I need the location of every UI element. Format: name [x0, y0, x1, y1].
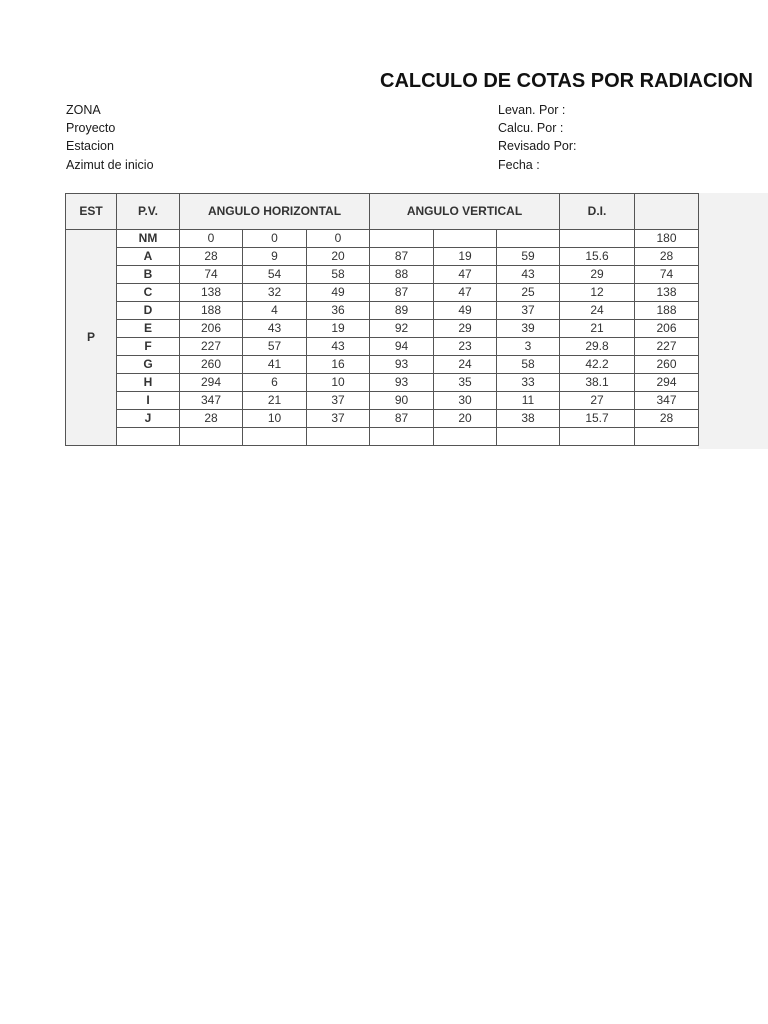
cell-h-deg: 294 — [180, 374, 243, 392]
cell-v-min: 20 — [434, 410, 497, 428]
col-header-pv: P.V. — [117, 194, 180, 230]
cell-v-min: 49 — [434, 302, 497, 320]
col-header-di: D.I. — [560, 194, 635, 230]
table-row — [66, 428, 699, 446]
table-row — [66, 392, 699, 410]
cell-h-deg: 347 — [180, 392, 243, 410]
cell-v-deg — [370, 428, 434, 446]
cell-di: 15.6 — [560, 248, 635, 266]
table-row — [66, 284, 699, 302]
pv-cell: I — [117, 392, 180, 410]
cell-h-sec: 49 — [307, 284, 370, 302]
cell-v-min: 35 — [434, 374, 497, 392]
cell-v-deg: 89 — [370, 302, 434, 320]
cell-h-min: 9 — [243, 248, 307, 266]
cell-h-sec: 19 — [307, 320, 370, 338]
pv-cell: H — [117, 374, 180, 392]
cell-h-sec: 43 — [307, 338, 370, 356]
cell-h-sec: 0 — [307, 230, 370, 248]
cell-v-deg: 88 — [370, 266, 434, 284]
cell-v-deg — [370, 230, 434, 248]
cell-v-sec: 59 — [497, 248, 560, 266]
pv-cell: B — [117, 266, 180, 284]
pv-cell: A — [117, 248, 180, 266]
cell-v-min: 47 — [434, 284, 497, 302]
pv-cell: E — [117, 320, 180, 338]
cell-v-sec: 38 — [497, 410, 560, 428]
cell-h-sec: 37 — [307, 392, 370, 410]
table-row — [66, 338, 699, 356]
cell-di — [560, 428, 635, 446]
cell-di: 27 — [560, 392, 635, 410]
col-header-last — [635, 194, 699, 230]
table-row — [66, 266, 699, 284]
col-header-angulo-vertical: ANGULO VERTICAL — [370, 194, 560, 230]
cell-h-sec: 36 — [307, 302, 370, 320]
cell-di — [560, 230, 635, 248]
cell-h-deg — [180, 428, 243, 446]
cell-h-deg: 227 — [180, 338, 243, 356]
cell-v-min: 30 — [434, 392, 497, 410]
cell-di: 29.8 — [560, 338, 635, 356]
station-cell: P — [66, 230, 117, 446]
cell-v-min: 29 — [434, 320, 497, 338]
estacion-label: Estacion — [66, 139, 114, 153]
cell-v-min — [434, 428, 497, 446]
cell-h-min: 57 — [243, 338, 307, 356]
cell-v-deg: 93 — [370, 356, 434, 374]
page-title: CALCULO DE COTAS POR RADIACION — [380, 70, 753, 92]
cell-h-deg: 260 — [180, 356, 243, 374]
zona-label: ZONA — [66, 103, 101, 117]
cell-h-deg: 74 — [180, 266, 243, 284]
cell-h-min: 21 — [243, 392, 307, 410]
pv-cell: NM — [117, 230, 180, 248]
cell-last: 260 — [635, 356, 699, 374]
cell-last: 138 — [635, 284, 699, 302]
cell-v-deg: 87 — [370, 284, 434, 302]
proyecto-label: Proyecto — [66, 121, 116, 135]
cell-v-min — [434, 230, 497, 248]
pv-cell: F — [117, 338, 180, 356]
table-row — [66, 410, 699, 428]
col-header-est: EST — [66, 194, 117, 230]
cell-v-sec: 58 — [497, 356, 560, 374]
cell-last: 74 — [635, 266, 699, 284]
cell-v-min: 23 — [434, 338, 497, 356]
azimut-inicio-label: Azimut de inicio — [66, 158, 154, 172]
levantado-por-label: Levan. Por : — [498, 103, 566, 117]
cell-h-min: 6 — [243, 374, 307, 392]
cell-last: 28 — [635, 410, 699, 428]
cell-v-min: 19 — [434, 248, 497, 266]
cell-v-sec: 43 — [497, 266, 560, 284]
cell-v-deg: 90 — [370, 392, 434, 410]
cell-h-min: 43 — [243, 320, 307, 338]
cell-last: 294 — [635, 374, 699, 392]
cell-v-sec: 3 — [497, 338, 560, 356]
cell-v-sec — [497, 428, 560, 446]
cell-last: 188 — [635, 302, 699, 320]
cell-last: 347 — [635, 392, 699, 410]
cell-h-sec: 10 — [307, 374, 370, 392]
cell-h-min: 54 — [243, 266, 307, 284]
cell-di: 12 — [560, 284, 635, 302]
col-header-angulo-horizontal: ANGULO HORIZONTAL — [180, 194, 370, 230]
cell-h-min: 32 — [243, 284, 307, 302]
cell-di: 42.2 — [560, 356, 635, 374]
cell-v-sec: 39 — [497, 320, 560, 338]
cell-last: 206 — [635, 320, 699, 338]
cell-h-deg: 28 — [180, 410, 243, 428]
cell-h-min: 4 — [243, 302, 307, 320]
cell-v-sec — [497, 230, 560, 248]
cell-h-min: 10 — [243, 410, 307, 428]
cell-v-deg: 93 — [370, 374, 434, 392]
cell-last: 227 — [635, 338, 699, 356]
cell-v-sec: 33 — [497, 374, 560, 392]
cell-di: 21 — [560, 320, 635, 338]
cell-h-deg: 28 — [180, 248, 243, 266]
pv-cell: G — [117, 356, 180, 374]
table-row — [66, 374, 699, 392]
revisado-por-label: Revisado Por: — [498, 139, 577, 153]
cell-h-min: 0 — [243, 230, 307, 248]
cell-last — [635, 428, 699, 446]
cell-h-deg: 188 — [180, 302, 243, 320]
table-body — [66, 230, 699, 446]
cell-h-min — [243, 428, 307, 446]
cell-di: 38.1 — [560, 374, 635, 392]
table-row — [66, 320, 699, 338]
cell-di: 29 — [560, 266, 635, 284]
cell-h-sec: 37 — [307, 410, 370, 428]
pv-cell: D — [117, 302, 180, 320]
cell-v-deg: 87 — [370, 248, 434, 266]
cell-di: 24 — [560, 302, 635, 320]
cell-h-min: 41 — [243, 356, 307, 374]
cell-h-deg: 206 — [180, 320, 243, 338]
cell-v-sec: 25 — [497, 284, 560, 302]
overflow-column-shade — [698, 193, 768, 449]
calculado-por-label: Calcu. Por : — [498, 121, 564, 135]
cell-v-deg: 92 — [370, 320, 434, 338]
cell-v-deg: 94 — [370, 338, 434, 356]
table-header-row — [66, 194, 699, 230]
table-row — [66, 248, 699, 266]
pv-cell — [117, 428, 180, 446]
cell-h-deg: 0 — [180, 230, 243, 248]
pv-cell: C — [117, 284, 180, 302]
cell-h-sec: 16 — [307, 356, 370, 374]
radiation-table — [65, 193, 699, 446]
table-row — [66, 356, 699, 374]
cell-h-sec: 20 — [307, 248, 370, 266]
cell-last: 180 — [635, 230, 699, 248]
cell-h-sec — [307, 428, 370, 446]
table-row — [66, 302, 699, 320]
cell-di: 15.7 — [560, 410, 635, 428]
fecha-label: Fecha : — [498, 158, 540, 172]
cell-v-sec: 37 — [497, 302, 560, 320]
cell-last: 28 — [635, 248, 699, 266]
title-clip — [370, 66, 753, 100]
cell-h-sec: 58 — [307, 266, 370, 284]
table-row — [66, 230, 699, 248]
cell-h-deg: 138 — [180, 284, 243, 302]
cell-v-min: 24 — [434, 356, 497, 374]
cell-v-min: 47 — [434, 266, 497, 284]
cell-v-deg: 87 — [370, 410, 434, 428]
pv-cell: J — [117, 410, 180, 428]
cell-v-sec: 11 — [497, 392, 560, 410]
